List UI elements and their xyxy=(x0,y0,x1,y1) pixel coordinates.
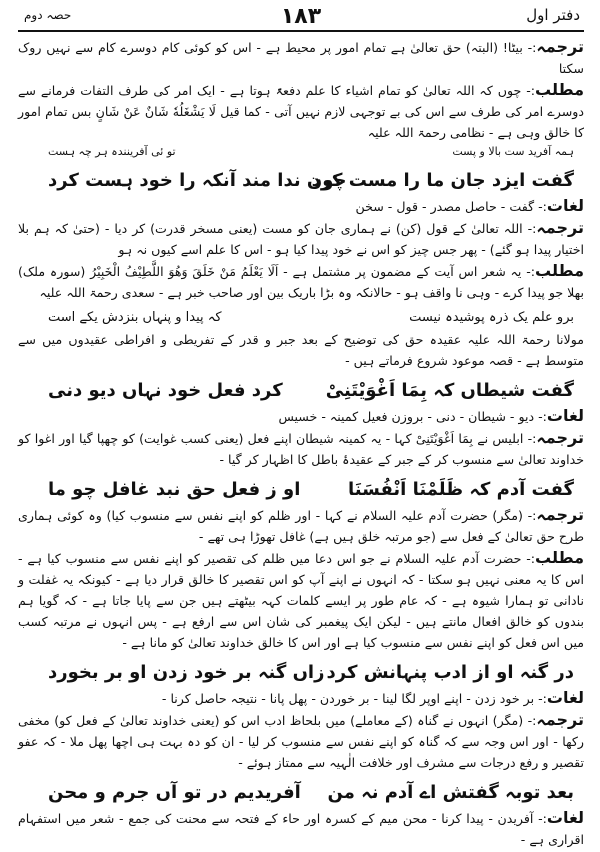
verse-2-left: کرد فعل خود نہاں دیو دنی xyxy=(48,380,283,401)
verse-5-right: بعد توبہ گفتش اے آدم نہ من xyxy=(327,782,574,803)
para-matlab-4: مطلب:- حضرت آدم علیہ السلام نے جو اس دعا میں ظلم کی تقصیر کو اپنے نفس سے منسوب کیا ہے - اس کا یہ معنی نہیں ہو سکتا - کہ انہوں نے اپنے آپ کو اس تقصیر کا خالق قرار دیا ہے - کیونکہ یہ غفلت و نادانی تو ہمارا شیوہ ہے - کہ عام طور پر ایسے کلمات کہہ بیٹھتے ہیں جن سے پایا جاتا ہے - کہ گویا ہم بندوں کو خالق افعال مانتے ہیں - لیکن ایک پیغمبر کی شان اس سے ارفع ہے - پس انہوں نے مرتبہ کسب میں اس فعل کو اپنے نفس سے منسوب کیا ہے اور اس کا خالق خداوند تعالیٰ کو مانا ہے - xyxy=(18,548,584,650)
verse-5 xyxy=(18,775,584,805)
para-transition: مولانا رحمۃ اللہ علیہ عقیدہ حق کی توضیح کے بعد جبر و قدر کے تفریطی و افراطی عقیدوں میں سے متوسط ہے - قصہ موعود شروع فرماتے ہیں - xyxy=(18,332,584,368)
verse-4-left: زاں گنہ بر خود زدن او بر بخورد xyxy=(48,662,325,683)
para-tarjuma-5: ترجمہ:- (مگر) انہوں نے گناہ (کے معاملے) میں بلحاظ ادب اس کو (یعنی خداوند تعالیٰ کے فعل کو) مخفی رکھا - اور اس وجہ سے کہ گناہ کو اپنے نفس سے منسوب کر لیا - ان کو دہ بہت ہی اچھا پھل ملا - کہ عفو تقصیر و رفع درجات سے مشرف اور خلافت الٰہیہ سے ممتاز ہوئے - xyxy=(18,710,584,770)
book-section: دفتر اول xyxy=(526,6,580,24)
para-tarjuma-3: ترجمہ:- ابلیس نے بِمَا اَغْوَیْتَنِیْ کہا - یہ کمینہ شیطان اپنے فعل (یعنی کسب غوایت) کو چھپا گیا اور اغوا کو خداوند تعالیٰ سے منسوب کر کے جبر کے عقیدۂ باطل کا اظہار کر گیا - xyxy=(18,428,584,467)
para-matlab-1: مطلب:- چوں کہ اللہ تعالیٰ کو تمام اشیاء کا علم دفعۃً ہوتا ہے - ایک امر کی طرف التفات فرمانے سے دوسرے امر کی طرف سے اس کی بے توجہی لازم نہیں آتی - کما قیل لَا یَشْغَلُهٗ شَانٌ عَنْ شَانٍ بس تمام امور کا خالق وہی ہے - نظامی رحمۃ اللہ علیہ xyxy=(18,80,584,140)
para-tarjuma-4: ترجمہ:- (مگر) حضرت آدم علیہ السلام نے کہا - اور ظلم کو اپنے نفس سے منسوب کیا) وہ کوئی ہماری طرح حق تعالیٰ کے فعل سے (جو مرتبہ خلق ہیں ہے) غافل تھوڑا ہی تھے - xyxy=(18,505,584,544)
verse-1-over-right: ہمہ آفرید ست بالا و پست xyxy=(452,145,574,158)
page-header xyxy=(18,4,584,30)
verse-1-over-left: تو ئی آفرینندہ ہر چہ ہست xyxy=(48,145,176,158)
verse-3-left: او ز فعل حق نبد غافل چو ما xyxy=(48,479,301,500)
verse-5-left: آفریدیم در تو آں جرم و محن xyxy=(48,782,301,803)
para-lughat-5: لغات:- بر خود زدن - اپنے اوپر لگا لینا - بر خوردن - پھل پانا - نتیجہ حاصل کرنا - xyxy=(161,688,584,707)
verse-4 xyxy=(18,655,584,685)
saadi-left: کہ پیدا و پنہاں بنزدش یکے است xyxy=(48,310,222,325)
para-lughat-3: لغات:- دیو - شیطان - دنی - بروزن فعیل کمینہ - خسیس xyxy=(278,406,584,425)
saadi-right: برو علم یک ذرہ پوشیدہ نیست xyxy=(409,310,574,325)
saadi-verse xyxy=(18,305,584,327)
para-lughat-2: لغات:- گفت - حاصل مصدر - قول - سخن xyxy=(355,196,584,215)
verse-1-right: گفت ایزد جان ما را مست کرد xyxy=(311,170,574,191)
para-matlab-2: مطلب:- یہ شعر اس آیت کے مضمون پر مشتمل ہے - اَلَا یَعْلَمُ مَنْ خَلَقَ وَهُوَ اللَّطِیْفُ الْخَبِیْرُ (سورہ ملک) بھلا جو پیدا کرے - وہی نا واقف ہو - حالانکہ وہ بڑا باریک بین اور صاحب خبر ہے - سعدی رحمۃ اللہ علیہ xyxy=(18,261,584,300)
verse-3-right: گفت آدم کہ ظَلَمْنَا اَنْفُسَنَا xyxy=(348,479,574,500)
para-lughat-6: لغات:- آفریدن - پیدا کرنا - محن میم کے کسرہ اور حاء کے فتحہ سے محنت کی جمع - شعر میں استفہام اقراری ہے - xyxy=(18,808,584,847)
verse-2 xyxy=(18,373,584,403)
verse-1 xyxy=(18,145,584,193)
verse-2-right: گفت شیطاں کہ بِمَا اَغْوَیْتَنِیْ xyxy=(325,380,574,401)
verse-4-right: در گنہ او از ادب پنہانش کرد xyxy=(326,662,574,683)
header-rule xyxy=(18,30,584,32)
verse-3 xyxy=(18,472,584,502)
verse-1-left: چون ندا مند آنکہ را خود ہست کرد xyxy=(48,170,347,191)
part-label: حصہ دوم xyxy=(24,8,72,22)
para-tarjuma-1: ترجمہ:- بیٹا! (البتہ) حق تعالیٰ ہے تمام امور پر محیط ہے - اس کو کوئی کام دوسرے کام سے نہیں روک سکتا xyxy=(18,37,584,76)
para-tarjuma-2: ترجمہ:- اللہ تعالیٰ کے قول (کن) نے ہماری جان کو مست (یعنی مسخر قدرت) کر دیا - (حتیٰ کہ ہم بلا اختیار پیدا ہو گئے) - پھر جس چیز کو اس نے خود پیدا کیا ہو - اس کا علم اسے کیوں نہ ہو xyxy=(18,218,584,257)
page-number: ۱۸۳ xyxy=(280,4,322,29)
